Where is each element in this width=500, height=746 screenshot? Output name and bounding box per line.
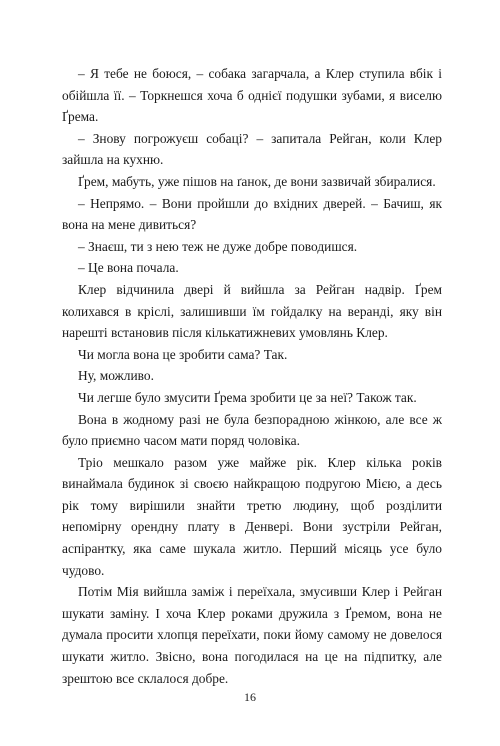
body-text — [62, 63, 442, 689]
paragraph: – Знову погрожуєш собаці? – запитала Рейган, коли Клер зайшла на кухню. — [62, 130, 442, 168]
paragraph: – Знаєш, ти з нею теж не дуже добре поводишся. — [78, 238, 358, 254]
paragraph: – Я тебе не боюся, – собака загарчала, а Клер ступила вбік і обійшла її. – Торкнешся хоча б однієї подушки зубами, я виселю Ґрема. — [62, 66, 442, 125]
page-number: 16 — [244, 690, 256, 704]
paragraph: Тріо мешкало разом уже майже рік. Клер кілька років винаймала будинок зі своєю найкращою подругою Мією, а десь рік тому вирішили знайти третю людину, щоб розділити непомірну орендну плату в Денвері. Вони зустріли Рейган, аспірантку, яка саме шукала житло. Перший місяць усе було чудово. — [62, 454, 442, 578]
paragraph: – Це вона почала. — [78, 260, 179, 276]
paragraph: Вона в жодному разі не була безпорадною жінкою, але все ж було приємно часом мати поряд чоловіка. — [62, 411, 442, 449]
paragraph: Потім Мія вийшла заміж і переїхала, змусивши Клер і Рейган шукати заміну. І хоча Клер роками дружила з Ґремом, вона не думала просити хлопця переїхати, поки йому самому не довелося шукати житло. Звісно, вона погодилася на це на підпитку, але зрештою все склалося добре. — [62, 584, 442, 686]
paragraph: Чи легше було змусити Ґрема зробити це за неї? Також так. — [78, 389, 417, 405]
paragraph: – Непрямо. – Вони пройшли до вхідних дверей. – Бачиш, як вона на мене дивиться? — [62, 195, 442, 233]
paragraph: Чи могла вона це зробити сама? Так. — [78, 346, 288, 362]
paragraph: Клер відчинила двері й вийшла за Рейган надвір. Ґрем колихався в кріслі, залишивши їм гойдалку на веранді, яку він нарешті встановив після кількатижневих умовлянь Клер. — [62, 281, 442, 341]
paragraph: Ґрем, мабуть, уже пішов на ґанок, де вони зазвичай збиралися. — [78, 173, 436, 189]
paragraph: Ну, можливо. — [78, 368, 154, 384]
